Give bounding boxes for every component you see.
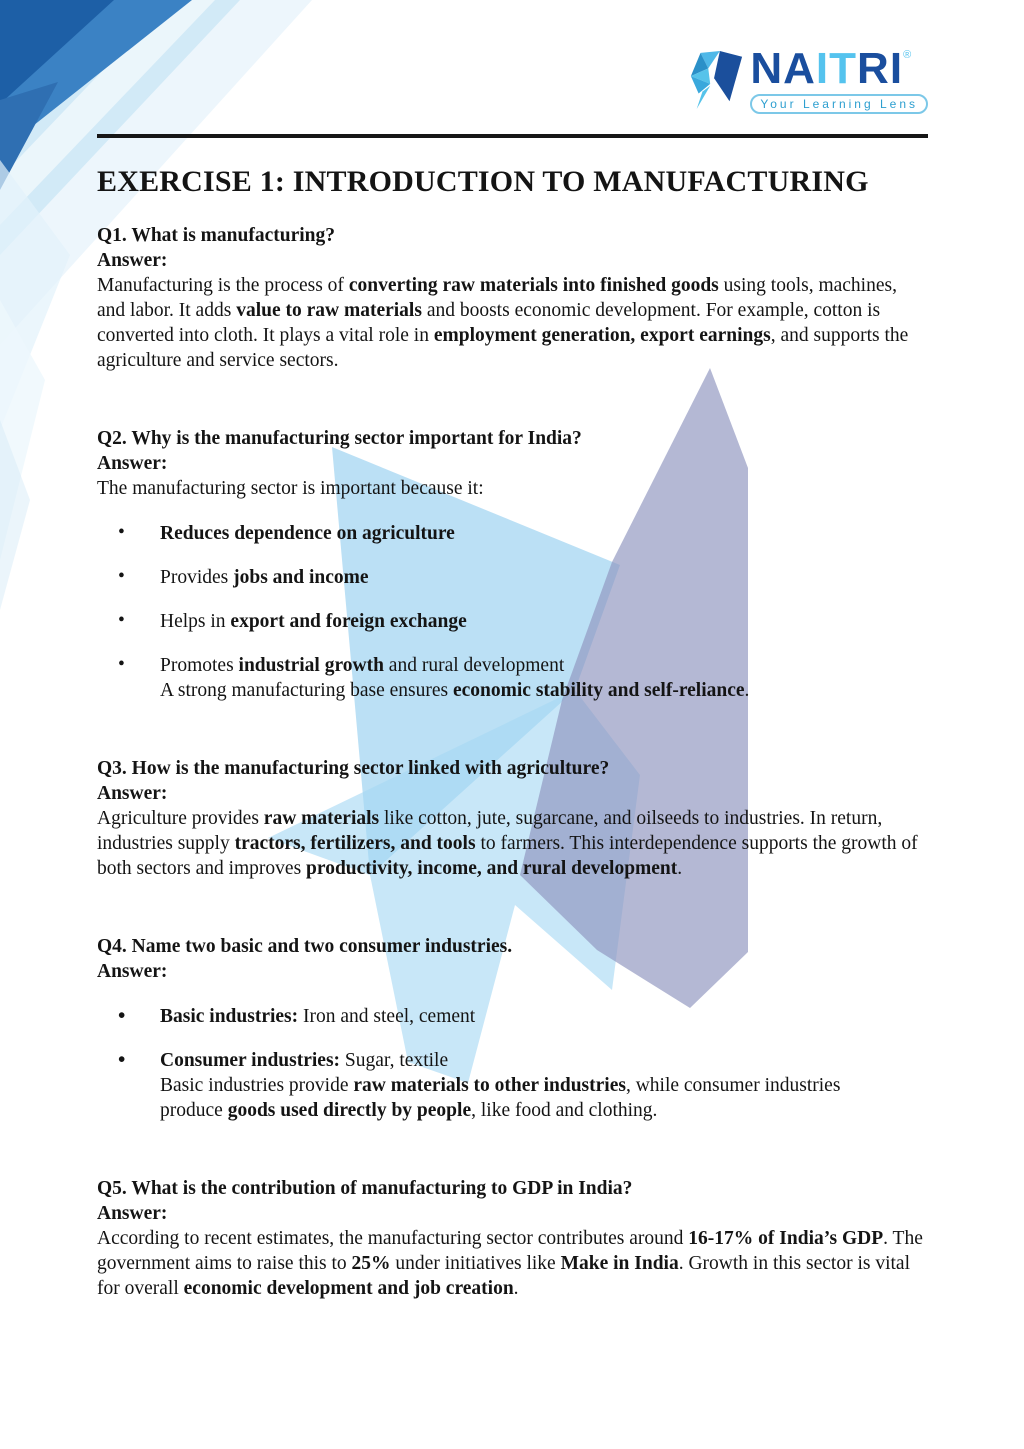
text-segment: 25%: [351, 1253, 391, 1274]
question-block-q1: [97, 223, 928, 373]
text-segment: . Growth in this sector is vital for overall: [97, 1253, 910, 1299]
logo-letter: A: [783, 44, 816, 93]
text-segment: jobs and income: [233, 567, 369, 588]
header-rule: [97, 134, 928, 138]
answer-label: Answer:: [97, 961, 168, 982]
text-segment: under initiatives like: [390, 1253, 561, 1274]
bullet-item: [97, 521, 928, 546]
text-segment: Consumer industries:: [160, 1050, 341, 1071]
text-segment: raw materials: [263, 808, 380, 829]
logo-letter: R: [857, 44, 890, 93]
text-segment: like cotton, jute, sugarcane, and oilseeds to industries. In return, industries supply: [97, 808, 883, 854]
bullet-list: [97, 521, 928, 703]
answer-paragraph: [97, 273, 928, 373]
text-segment: According to recent estimates, the manufacturing sector contributes around: [97, 1228, 689, 1249]
answer-label: Answer:: [97, 250, 168, 271]
text-segment: raw materials to other industries: [353, 1075, 626, 1096]
bullet-item: [97, 609, 928, 634]
text-segment: economic development and job creation: [183, 1278, 514, 1299]
header: [97, 0, 928, 124]
logo-text: [750, 44, 928, 114]
text-segment: Reduces dependence on agriculture: [160, 523, 455, 544]
bullet-line: [160, 1073, 928, 1098]
text-segment: Provides: [160, 567, 234, 588]
logo-letter: T: [829, 44, 858, 93]
question-heading: Q2. Why is the manufacturing sector important for India?: [97, 428, 582, 449]
question-heading: Q1. What is manufacturing?: [97, 225, 335, 246]
text-segment: Agriculture provides: [97, 808, 264, 829]
question-block-q4: [97, 934, 928, 1123]
text-segment: Make in India: [560, 1253, 679, 1274]
page-title: EXERCISE 1: INTRODUCTION TO MANUFACTURING: [97, 165, 869, 198]
logo-wordmark: [750, 44, 904, 93]
bullet-line: [160, 653, 928, 678]
answer-label: Answer:: [97, 783, 168, 804]
text-segment: and rural development: [383, 655, 565, 676]
bullet-list: [97, 1004, 928, 1123]
answer-label: Answer:: [97, 1203, 168, 1224]
question-block-q2: [97, 426, 928, 703]
question-heading: Q3. How is the manufacturing sector linked with agriculture?: [97, 758, 610, 779]
bullet-line: [160, 521, 928, 546]
bullet-item: [97, 1004, 928, 1029]
bullet-line: [160, 609, 928, 634]
question-heading: Q4. Name two basic and two consumer industries.: [97, 936, 513, 957]
text-segment: .: [744, 680, 750, 701]
text-segment: converting raw materials into finished goods: [348, 275, 719, 296]
bullet-line: [160, 1004, 928, 1029]
logo-letter: I: [889, 44, 904, 93]
logo-letter: N: [750, 44, 784, 93]
text-segment: . The government aims to raise this to: [97, 1228, 923, 1274]
answer-paragraph: [97, 806, 928, 881]
text-segment: economic stability and self-reliance: [452, 680, 745, 701]
text-segment: The manufacturing sector is important because it:: [97, 478, 484, 499]
text-segment: A strong manufacturing base ensures: [160, 680, 453, 701]
text-segment: Helps in: [160, 611, 231, 632]
bullet-dot-icon: •: [118, 1003, 126, 1027]
bullet-dot-icon: •: [118, 654, 125, 675]
bullet-line: [160, 678, 928, 703]
answer-paragraph: [97, 476, 928, 501]
text-segment: tractors, fertilizers, and tools: [234, 833, 476, 854]
text-segment: using tools, machines, and labor. It adds: [97, 275, 897, 321]
text-segment: Promotes: [160, 655, 239, 676]
text-segment: value to raw materials: [236, 300, 422, 321]
naitri-logo: [687, 44, 928, 114]
bullet-line: [160, 1048, 928, 1073]
text-segment: , like food and clothing.: [471, 1100, 658, 1121]
logo-icon: [687, 48, 745, 112]
bullet-item: [97, 653, 928, 703]
bullet-line: [160, 565, 928, 590]
text-segment: Sugar, textile: [340, 1050, 449, 1071]
text-segment: employment generation, export earnings: [433, 325, 771, 346]
bullet-item: [97, 565, 928, 590]
bullet-line: [160, 1098, 928, 1123]
text-segment: Basic industries:: [160, 1006, 299, 1027]
text-segment: Iron and steel, cement: [298, 1006, 476, 1027]
text-segment: and boosts economic development. For example, cotton is converted into cloth. It plays a vital role in: [97, 300, 881, 346]
bullet-dot-icon: •: [118, 610, 125, 631]
question-heading: Q5. What is the contribution of manufacturing to GDP in India?: [97, 1178, 633, 1199]
text-segment: goods used directly by people: [227, 1100, 472, 1121]
bullet-item: [97, 1048, 928, 1123]
text-segment: Manufacturing is the process of: [97, 275, 349, 296]
text-segment: Basic industries provide: [160, 1075, 354, 1096]
text-segment: .: [513, 1278, 519, 1299]
question-block-q3: [97, 756, 928, 881]
text-segment: industrial growth: [238, 655, 384, 676]
logo-letter: I: [815, 44, 830, 93]
text-segment: .: [677, 858, 683, 879]
bullet-dot-icon: •: [118, 522, 125, 543]
text-segment: export and foreign exchange: [230, 611, 467, 632]
question-block-q5: [97, 1176, 928, 1301]
logo-tagline: Your Learning Lens: [750, 94, 928, 114]
text-segment: produce: [160, 1100, 228, 1121]
bullet-dot-icon: •: [118, 1047, 126, 1071]
text-segment: , and supports the agriculture and service sectors.: [97, 325, 909, 371]
bullet-dot-icon: •: [118, 566, 125, 587]
text-segment: to farmers. This interdependence supports the growth of both sectors and improves: [97, 833, 918, 879]
logo-wordmark-row: [750, 44, 912, 93]
text-segment: , while consumer industries: [625, 1075, 841, 1096]
text-segment: 16-17% of India’s GDP: [688, 1228, 884, 1249]
answer-label: Answer:: [97, 453, 168, 474]
text-segment: productivity, income, and rural development: [306, 858, 678, 879]
registered-mark: ®: [903, 49, 912, 61]
answer-paragraph: [97, 1226, 928, 1301]
